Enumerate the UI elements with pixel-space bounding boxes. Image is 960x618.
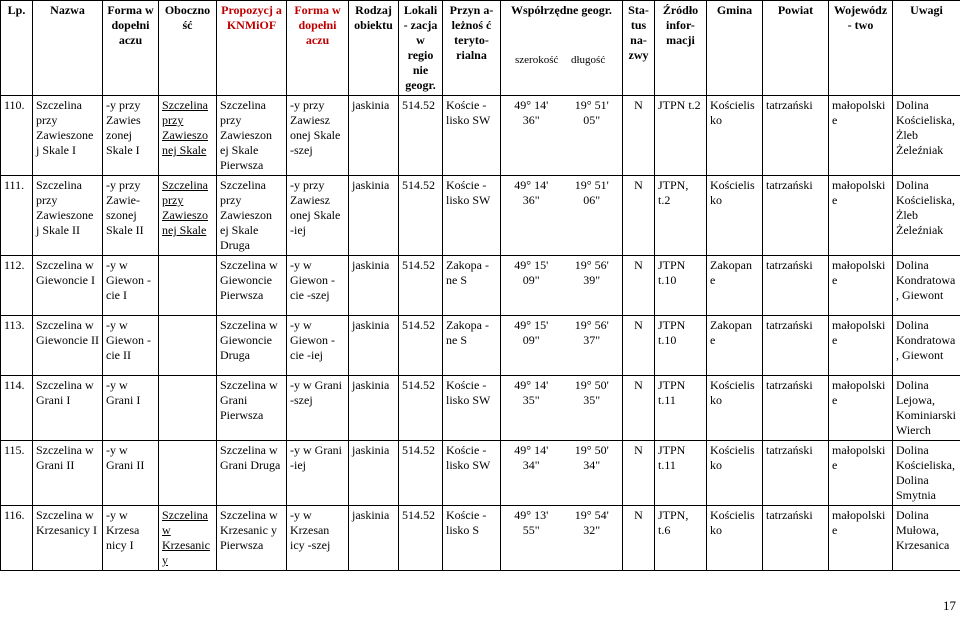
cell-lokalizacja: 514.52 xyxy=(399,256,443,316)
cell-zrodlo: JTPN, t.6 xyxy=(655,506,707,571)
cell-forma-2: -y w Giewon -cie -szej xyxy=(287,256,349,316)
header-wojewodztwo: Wojewódz- two xyxy=(829,1,893,96)
cell-forma: -y przy Zawies zonej Skale I xyxy=(103,96,159,176)
cell-propozycja: Szczelina przy Zawieszon ej Skale Druga xyxy=(217,176,287,256)
cell-lokalizacja: 514.52 xyxy=(399,316,443,376)
cell-gmina: Zakopan e xyxy=(707,316,763,376)
cell-przynaleznosc: Koście -lisko SW xyxy=(443,176,501,256)
cell-rodzaj: jaskinia xyxy=(349,316,399,376)
cell-gmina: Kościelis ko xyxy=(707,506,763,571)
header-lokalizacja: Lokali - zacja w regio nie geogr. xyxy=(399,1,443,96)
cell-lp: 114. xyxy=(1,376,33,441)
cell-gmina: Zakopan e xyxy=(707,256,763,316)
cell-uwagi: Dolina Lejowa, Kominiarski Wierch xyxy=(893,376,960,441)
cell-status: N xyxy=(623,96,655,176)
cell-dlugosc: 19° 56' 39" xyxy=(574,258,609,287)
cell-wspolrzedne xyxy=(501,176,623,256)
cell-powiat: tatrzański xyxy=(763,96,829,176)
cell-rodzaj: jaskinia xyxy=(349,441,399,506)
cell-obocznosc xyxy=(159,316,217,376)
header-zrodlo: Źródło infor- macji xyxy=(655,1,707,96)
cell-szerokosc: 49° 14' 36" xyxy=(514,178,549,207)
cell-wojewodztwo: małopolski e xyxy=(829,176,893,256)
cell-szerokosc: 49° 14' 35" xyxy=(514,378,549,407)
cell-lokalizacja: 514.52 xyxy=(399,376,443,441)
cell-szerokosc: 49° 13' 55" xyxy=(514,508,549,537)
cell-szerokosc: 49° 14' 34" xyxy=(514,443,549,472)
cell-status: N xyxy=(623,256,655,316)
cell-nazwa: Szczelina w Krzesanicy I xyxy=(33,506,103,571)
cell-propozycja: Szczelina w Krzesanic y Pierwsza xyxy=(217,506,287,571)
cell-gmina: Kościelis ko xyxy=(707,441,763,506)
header-status: Sta- tus na- zwy xyxy=(623,1,655,96)
cell-dlugosc: 19° 56' 37" xyxy=(574,318,609,347)
cell-zrodlo: JTPN t.11 xyxy=(655,441,707,506)
cell-wojewodztwo: małopolski e xyxy=(829,316,893,376)
cell-nazwa: Szczelina w Grani I xyxy=(33,376,103,441)
cell-wspolrzedne xyxy=(501,96,623,176)
cell-wspolrzedne xyxy=(501,376,623,441)
cell-przynaleznosc: Zakopa -ne S xyxy=(443,256,501,316)
cell-gmina: Kościelis ko xyxy=(707,376,763,441)
cell-dlugosc: 19° 54' 32" xyxy=(574,508,609,537)
cell-wojewodztwo: małopolski e xyxy=(829,441,893,506)
header-powiat: Powiat xyxy=(763,1,829,96)
header-dlugosc: długość xyxy=(571,54,606,66)
cell-wojewodztwo: małopolski e xyxy=(829,506,893,571)
cell-przynaleznosc: Koście -lisko SW xyxy=(443,441,501,506)
cell-szerokosc: 49° 14' 36" xyxy=(514,98,549,127)
cell-status: N xyxy=(623,316,655,376)
cell-rodzaj: jaskinia xyxy=(349,376,399,441)
cell-obocznosc: Szczelina w Krzesanic y xyxy=(159,506,217,571)
cell-dlugosc: 19° 51' 06" xyxy=(574,178,609,207)
cell-uwagi: Dolina Kościeliska, Dolina Smytnia xyxy=(893,441,960,506)
cell-przynaleznosc: Koście -lisko S xyxy=(443,506,501,571)
cell-obocznosc xyxy=(159,376,217,441)
header-wspolrzedne xyxy=(501,1,623,96)
cell-lokalizacja: 514.52 xyxy=(399,441,443,506)
cell-propozycja: Szczelina w Giewoncie Druga xyxy=(217,316,287,376)
cell-forma: -y w Giewon -cie I xyxy=(103,256,159,316)
cell-powiat: tatrzański xyxy=(763,316,829,376)
cell-forma-2: -y przy Zawiesz onej Skale -szej xyxy=(287,96,349,176)
cell-powiat: tatrzański xyxy=(763,376,829,441)
cell-lokalizacja: 514.52 xyxy=(399,176,443,256)
cell-powiat: tatrzański xyxy=(763,506,829,571)
cell-lp: 115. xyxy=(1,441,33,506)
cell-zrodlo: JTPN t.10 xyxy=(655,316,707,376)
cell-lp: 110. xyxy=(1,96,33,176)
table-row xyxy=(1,376,960,441)
cell-lp: 111. xyxy=(1,176,33,256)
cell-przynaleznosc: Zakopa -ne S xyxy=(443,316,501,376)
cell-forma-2: -y w Grani -iej xyxy=(287,441,349,506)
cell-dlugosc: 19° 50' 34" xyxy=(574,443,609,472)
cell-status: N xyxy=(623,176,655,256)
cell-szerokosc: 49° 15' 09" xyxy=(514,318,549,347)
cell-propozycja: Szczelina w Grani Druga xyxy=(217,441,287,506)
header-propozycja: Propozycj a KNMiOF xyxy=(217,1,287,96)
cell-uwagi: Dolina Kondratowa, Giewont xyxy=(893,256,960,316)
cell-forma: -y w Krzesa nicy I xyxy=(103,506,159,571)
cell-wojewodztwo: małopolski e xyxy=(829,96,893,176)
cell-status: N xyxy=(623,506,655,571)
cell-lp: 113. xyxy=(1,316,33,376)
cell-uwagi: Dolina Kościeliska, Żleb Żeleźniak xyxy=(893,96,960,176)
cell-uwagi: Dolina Kościeliska, Żleb Żeleźniak xyxy=(893,176,960,256)
header-rodzaj: Rodzaj obiektu xyxy=(349,1,399,96)
cell-forma-2: -y w Giewon -cie -iej xyxy=(287,316,349,376)
cell-przynaleznosc: Koście -lisko SW xyxy=(443,96,501,176)
header-wspolrzedne-title: Współrzędne geogr. xyxy=(511,3,612,17)
cell-szerokosc: 49° 15' 09" xyxy=(514,258,549,287)
cell-nazwa: Szczelina w Giewoncie II xyxy=(33,316,103,376)
header-przynaleznosc: Przyn a- leżnoś ć teryto- rialna xyxy=(443,1,501,96)
header-forma: Forma w dopełni aczu xyxy=(103,1,159,96)
table-row xyxy=(1,256,960,316)
cell-forma: -y w Giewon -cie II xyxy=(103,316,159,376)
cell-forma-2: -y w Grani -szej xyxy=(287,376,349,441)
cell-zrodlo: JTPN t.2 xyxy=(655,96,707,176)
cell-forma-2: -y w Krzesan icy -szej xyxy=(287,506,349,571)
header-nazwa: Nazwa xyxy=(33,1,103,96)
cell-dlugosc: 19° 51' 05" xyxy=(574,98,609,127)
cell-dlugosc: 19° 50' 35" xyxy=(574,378,609,407)
table-row xyxy=(1,176,960,256)
cell-lp: 116. xyxy=(1,506,33,571)
cell-nazwa: Szczelina w Giewoncie I xyxy=(33,256,103,316)
cell-wspolrzedne xyxy=(501,256,623,316)
table-row xyxy=(1,441,960,506)
table-row xyxy=(1,506,960,571)
cell-zrodlo: JTPN t.11 xyxy=(655,376,707,441)
cell-obocznosc: Szczelina przy Zawieszo nej Skale xyxy=(159,96,217,176)
page-number: 17 xyxy=(943,598,956,613)
header-szerokosc: szerokość xyxy=(515,54,559,66)
cell-status: N xyxy=(623,441,655,506)
header-uwagi: Uwagi xyxy=(893,1,960,96)
cell-rodzaj: jaskinia xyxy=(349,256,399,316)
cell-powiat: tatrzański xyxy=(763,441,829,506)
cell-propozycja: Szczelina w Grani Pierwsza xyxy=(217,376,287,441)
cell-obocznosc xyxy=(159,441,217,506)
cell-powiat: tatrzański xyxy=(763,176,829,256)
cell-lokalizacja: 514.52 xyxy=(399,96,443,176)
cell-uwagi: Dolina Mułowa, Krzesanica xyxy=(893,506,960,571)
header-obocznosc: Oboczno ść xyxy=(159,1,217,96)
cell-propozycja: Szczelina w Giewoncie Pierwsza xyxy=(217,256,287,316)
cell-rodzaj: jaskinia xyxy=(349,506,399,571)
cell-wojewodztwo: małopolski e xyxy=(829,256,893,316)
cell-wspolrzedne xyxy=(501,506,623,571)
cell-forma: -y w Grani I xyxy=(103,376,159,441)
table-row xyxy=(1,96,960,176)
cell-nazwa: Szczelina przy Zawieszone j Skale I xyxy=(33,96,103,176)
cell-zrodlo: JTPN t.10 xyxy=(655,256,707,316)
cell-wojewodztwo: małopolski e xyxy=(829,376,893,441)
cell-zrodlo: JTPN, t.2 xyxy=(655,176,707,256)
header-gmina: Gmina xyxy=(707,1,763,96)
table-header-row xyxy=(1,1,960,96)
cell-forma: -y przy Zawie- szonej Skale II xyxy=(103,176,159,256)
cell-wspolrzedne xyxy=(501,441,623,506)
cell-forma: -y w Grani II xyxy=(103,441,159,506)
cell-nazwa: Szczelina w Grani II xyxy=(33,441,103,506)
cell-forma-2: -y przy Zawiesz onej Skale -iej xyxy=(287,176,349,256)
cell-wspolrzedne xyxy=(501,316,623,376)
cell-lokalizacja: 514.52 xyxy=(399,506,443,571)
header-lp: Lp. xyxy=(1,1,33,96)
cell-status: N xyxy=(623,376,655,441)
cell-rodzaj: jaskinia xyxy=(349,96,399,176)
cell-powiat: tatrzański xyxy=(763,256,829,316)
cell-przynaleznosc: Koście -lisko SW xyxy=(443,376,501,441)
cell-uwagi: Dolina Kondratowa, Giewont xyxy=(893,316,960,376)
cell-gmina: Kościelis ko xyxy=(707,176,763,256)
cell-obocznosc xyxy=(159,256,217,316)
cell-gmina: Kościelis ko xyxy=(707,96,763,176)
cell-nazwa: Szczelina przy Zawieszone j Skale II xyxy=(33,176,103,256)
cell-obocznosc: Szczelina przy Zawieszo nej Skale xyxy=(159,176,217,256)
header-forma-2: Forma w dopełni aczu xyxy=(287,1,349,96)
cell-rodzaj: jaskinia xyxy=(349,176,399,256)
cell-propozycja: Szczelina przy Zawieszon ej Skale Pierwsza xyxy=(217,96,287,176)
cell-lp: 112. xyxy=(1,256,33,316)
table-row xyxy=(1,316,960,376)
